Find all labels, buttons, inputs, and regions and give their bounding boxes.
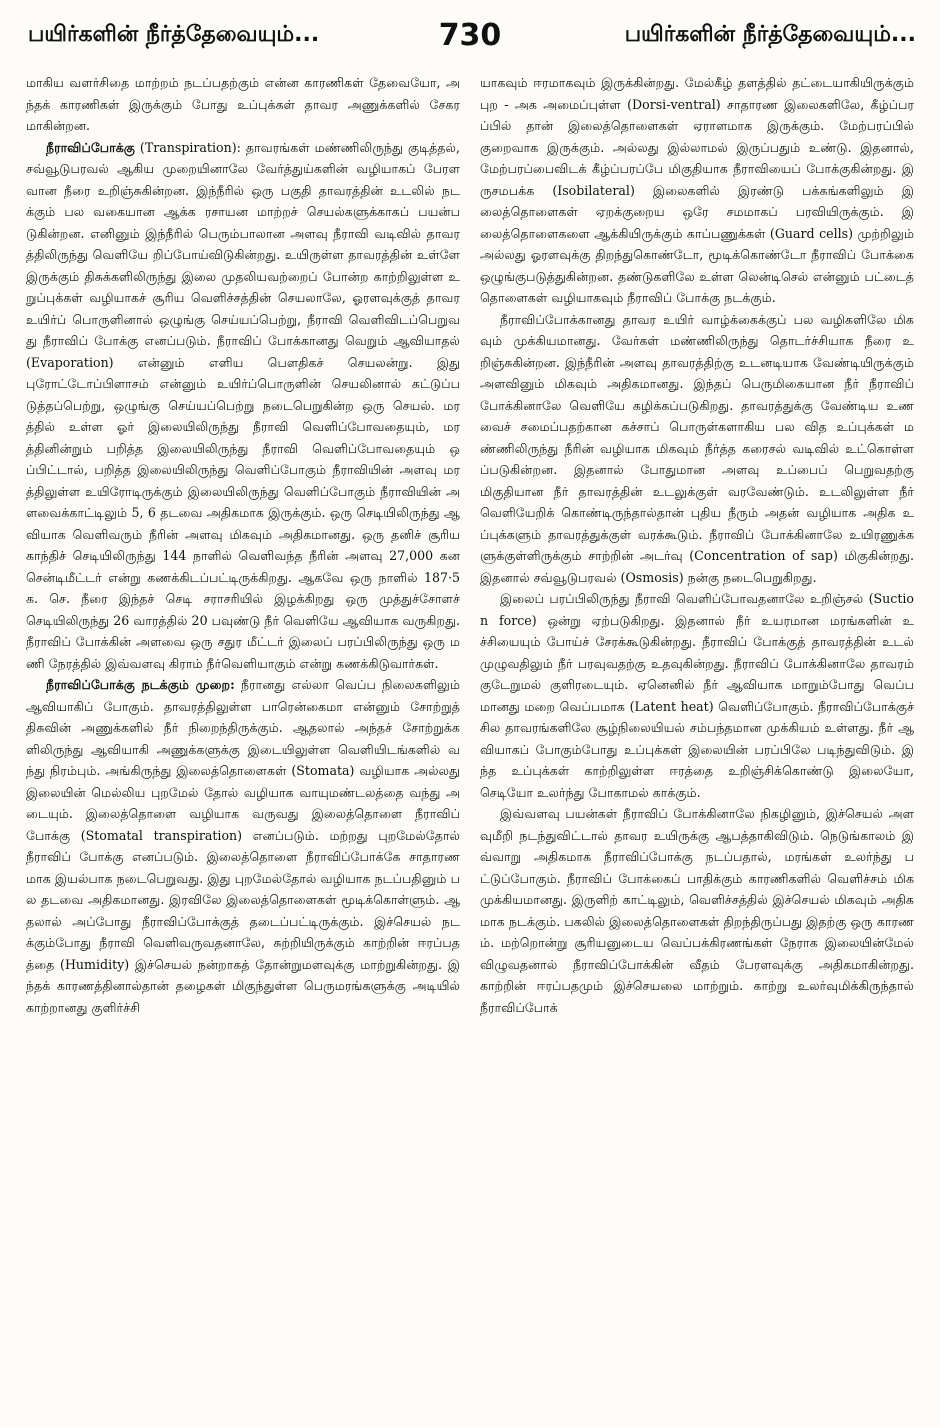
paragraph-text: (Transpiration): தாவரங்கள் மண்ணிலிருந்து குடித்தல், சவ்வூடுபரவல் ஆகிய முறையினாலே வேர்த்துய்களின் வழியாகப் பேரளவான நீரை உறிஞ்சுகின்றன. இந்நீரில் ஒரு பகுதி தாவரத்தின் உடலில் நடக்கும் பல வகையான ஆக்க ரசாயன மாற்றச் செயல்களுக்காகப் பயன்படுகின்றன. எனினும் இந்நீரில் பெரும்பாலான அளவு நீராவி வடிவில் தாவரத்திலிருந்து வெளியே றிப்போய்விடுகின்றது. உயிருள்ள தாவரத்தின் உள்ளே இருக்கும் திசுக்களிலிருந்து இலை முதலியவற்றைப் போன்ற காற்றிலுள்ள உறுப்புக்கள் வழியாகச் சூரிய வெளிச்சத்தின் செயலாலே, ஓரளவுக்குத் தாவர உயிர்ப் பொருளினால் ஒழுங்கு செய்யப்பெற்று, நீராவி வெளிவிடப்பெறுவது நீராவிப் போக்கு எனப்படும். நீராவிப் போக்கானது வெறும் ஆவியாதல் (Evaporation) என்னும் எளிய பௌதிகச் செயலன்று. இது புரோட்டோப்பிளாசம் என்னும் உயிர்ப்பொருளின் செயலினால் கட்டுப்படுத்தப்பெற்று, ஒழுங்கு செய்யப்பெற்று நடைபெறுகின்ற ஒரு செயல். மரத்தில் உள்ள ஓர் இலையிலிருந்து நீராவி வெளிப்போவதையும், மரத்தினின்றும் பறித்த இலையிலிருந்து நீராவி வெளிப்போவதையும் ஒப்பிட்டால், பறித்த இலையிலிருந்து வெளிப்போகும் நீராவியின் அளவு மரத்திலுள்ள உயிரோடிருக்கும் இலையிலிருந்து வெளிப்போகும் நீராவியின் அளவைக்காட்டிலும் 5, 6 தடவை அதிகமாக இருக்கும். ஒரு செடியிலிருந்து ஆவியாக வெளிவரும் நீரின் அளவு மிகவும் அதிகமானது. ஒரு தனிச் சூரியகாந்திச் செடியிலிருந்து 144 நாளில் வெளிவந்த நீரின் அளவு 27,000 கன சென்டிமீட்டர் என்று கணக்கிடப்பட்டிருக்கிறது. ஆகவே ஒரு நாளில் 187·5 க. செ. நீரை இந்தச் செடி சராசரியில் இழக்கிறது ஒரு முத்துச்சோளச் செடியிலிருந்து 26 வாரத்தில் 20 பவுண்டு நீர் வெளியே ஆவியாக வருகிறது. நீராவிப் போக்கின் அளவை ஒரு சதுர மீட்டர் இலைப் பரப்பிலிருந்து ஒரு மணி நேரத்தில் இவ்வளவு கிராம் நீர்வெளியாகும் என்று கணக்கிடுவார்கள். [26, 139, 460, 671]
section-term: நீராவிப்போக்கு [46, 139, 135, 155]
paragraph: மாகிய வளர்சிதை மாற்றம் நடப்பதற்கும் என்ன காரணிகள் தேவையோ, அந்தக் காரணிகள் இருக்கும் போது உப்புக்கள் தாவர அணுக்களில் சேகரமாகின்றன. [26, 75, 460, 133]
paragraph-text: நீரானது எல்லா வெப்ப நிலைகளிலும் ஆவியாகிப் போகும். தாவரத்திலுள்ள பாரென்கைமா என்னும் சோற்றுத் திசுவின் அணுக்களில் நீர் நிறைந்திருக்கும். ஆதலால் அந்தச் சோற்றுக்களிலிருந்து ஆவியாகி அணுக்களுக்கு இடையிலுள்ள வெளியிடங்களில் வந்து நிரம்பும். அங்கிருந்து இலைத்தொளைகள் (Stomata) வழியாக அல்லது இலையின் மெல்லிய புறமேல் தோல் வழியாக வாயுமண்டலத்தை வந்து அடையும். இலைத்தொளை வழியாக வருவது இலைத்தொளை நீராவிப் போக்கு (Stomatal transpiration) எனப்படும். மற்றது புறமேல்தோல் நீராவிப் போக்கு எனப்படும். இலைத்தொளை நீராவிப்போக்கே சாதாரணமாக இயல்பாக நடைபெறுவது. இது புறமேல்தோல் வழியாக நடப்பதினும் பல தடவை அதிகமானது. இரவிலே இலைத்தொளைகள் மூடிக்கொள்ளும். ஆதலால் அப்போது நீராவிப்போக்குத் தடைப்பட்டிருக்கும். இச்செயல் நடக்கும்போது நீராவி வெளிவருவதனாலே, சுற்றியிருக்கும் காற்றின் ஈரப்பதத்தை (Humidity) இச்செயல் நன்றாகத் தோன்றுமளவுக்கு மாற்றுகின்றது. இந்தக் காரணத்தினால்தான் தழைகள் மிகுந்துள்ள பெருமரங்களுக்கு அடியில் காற்றானது குளிர்ச்சி [26, 677, 460, 1015]
right-column [480, 72, 914, 1417]
paragraph [26, 674, 460, 1018]
page-header [18, 8, 922, 58]
section-term: நீராவிப்போக்கு நடக்கும் முறை: [46, 677, 235, 692]
left-column [26, 72, 460, 1417]
text-columns [26, 72, 914, 1417]
paragraph: இலைப் பரப்பிலிருந்து நீராவி வெளிப்போவதனாலே உறிஞ்சல் (Suction force) ஒன்று ஏற்படுகிறது. இதனால் நீர் உயரமான மரங்களின் உச்சியையும் போய்ச் சேரக்கூடுகின்றது. நீராவிப் போக்குத் தாவரத்தின் உடல் முழுவதிலும் நீர் பரவுவதற்கு உதவுகின்றது. நீராவிப் போக்கினாலே தாவரம் குடேறுமல் குளிரடையும். ஏனெனில் நீர் ஆவியாக மாறும்போது வெப்பமானது மறை வெப்பமாக (Latent heat) வெளிப்போகும். நீராவிப்போக்குச் சில தாவரங்களிலே சூழ்நிலையியல் சம்பந்தமான முக்கியம் உள்ளது. நீர் ஆவியாகப் போகும்போது உப்புக்கள் இலையின் பரப்பிலே படிந்துவிடும். இந்த உப்புக்கள் காற்றிலுள்ள ஈரத்தை உறிஞ்சிக்கொண்டு இலையோ, செடியோ உலர்ந்து போகாமல் காக்கும். [480, 591, 914, 800]
running-title-right: பயிர்களின் நீர்த்தேவையும்... [624, 22, 916, 47]
paragraph: இவ்வளவு பயன்கள் நீராவிப் போக்கினாலே நிகழினும், இச்செயல் அளவுமீறி நடந்துவிட்டால் தாவர உயிருக்கு ஆபத்தாகிவிடும். நெடுங்காலம் இவ்வாறு அதிகமாக நீராவிப்போக்கு நடப்பதால், மரங்கள் உலர்ந்து பட்டுப்போகும். நீராவிப் போக்கைப் பாதிக்கும் காரணிகளில் வெளிச்சம் மிக முக்கியமானது. இருளிற் காட்டிலும், வெளிச்சத்தில் இச்செயல் மிகவும் அதிகமாக நடக்கும். பகலில் இலைத்தொளைகள் திறந்திருப்பது இதற்கு ஒரு காரணம். மற்றொன்று சூரியனுடைய வெப்பக்கிரணங்கள் நேராக இலையின்மேல் விழுவதனால் நீராவிப்போக்கின் வீதம் பேரளவுக்கு அதிகமாகின்றது. காற்றின் ஈரப்பதமும் இச்செயலை மாற்றும். காற்று உலர்வுமிக்கிருந்தால் நீராவிப்போக் [480, 806, 914, 1015]
paragraph [26, 137, 460, 675]
running-title-left: பயிர்களின் நீர்த்தேவையும்... [28, 22, 320, 47]
paragraph: நீராவிப்போக்கானது தாவர உயிர் வாழ்க்கைக்குப் பல வழிகளிலே மிகவும் முக்கியமானது. வேர்கள் மண்ணிலிருந்து தொடர்ச்சியாக நீரை உறிஞ்சுகின்றன. இந்நீரின் அளவு தாவரத்திற்கு உடனடியாக வேண்டியிருக்கும் அளவினும் மிகவும் அதிகமானது. இந்தப் பெருமிகையான நீர் நீராவிப் போக்கினாலே வெளியே கழிக்கப்படுகிறது. தாவரத்துக்கு வேண்டிய உணவைச் சமைப்பதற்கான கச்சாப் பொருள்களாகிய பல வித உப்புக்கள் மண்ணிலிருந்து நீரின் வழியாக மிகவும் நீர்த்த கரைசல் வடிவில் உட்கொள்ளப்படுகின்றன. இதனால் போதுமான அளவு உப்பைப் பெறுவதற்கு மிகுதியான நீர் தாவரத்தின் உடலுக்குள் வரவேண்டும். உடலிலுள்ள நீர் வெளியேறிக் கொண்டிருந்தால்தான் புதிய நீரும் அதன் வழியாக அதிக உப்புக்களும் தாவரத்துக்குள் வரக்கூடும். நீராவிப் போக்கினாலே உயிரணுக்களுக்குள்ளிருக்கும் சாற்றின் அடர்வு (Concentration of sap) மிகுகின்றது. இதனால் சவ்வூடுபரவல் (Osmosis) நன்கு நடைபெறுகிறது. [480, 311, 914, 585]
paragraph: யாகவும் ஈரமாகவும் இருக்கின்றது. மேல்கீழ் தளத்தில் தட்டையாகியிருக்கும் புற - அக அமைப்புள்ள (Dorsi-ventral) சாதாரண இலைகளிலே, கீழ்ப்பரப்பில் தான் இலைத்தொளைகள் ஏராளமாக இருக்கும். மேற்பரப்பில் குறைவாக இருக்கும். அல்லது இல்லாமல் இருப்பதும் உண்டு. இதனால், மேற்பரப்பைவிடக் கீழ்ப்பரப்பே மிகுதியாக நீராவியைப் போக்குகின்றது. இருசமபக்க (Isobilateral) இலைகளில் இரண்டு பக்கங்களிலும் இலைத்தொளைகள் ஏறக்குறைய ஒரே சமமாகப் பரவியிருக்கும். இலைத்தொளைகளை ஆக்கியிருக்கும் காப்பணுக்கள் (Guard cells) முற்றிலும் அல்லது ஓரளவுக்கு திறந்துகொண்டோ, மூடிக்கொண்டோ நீராவிப் போக்கை ஒழுங்குபடுத்துகின்றன. தண்டுகளிலே உள்ள லென்டிசெல் என்னும் பட்டைத் தொளைகள் வழியாகவும் நீராவிப் போக்கு நடக்கும். [480, 75, 914, 305]
page-number: 730 [438, 18, 502, 53]
